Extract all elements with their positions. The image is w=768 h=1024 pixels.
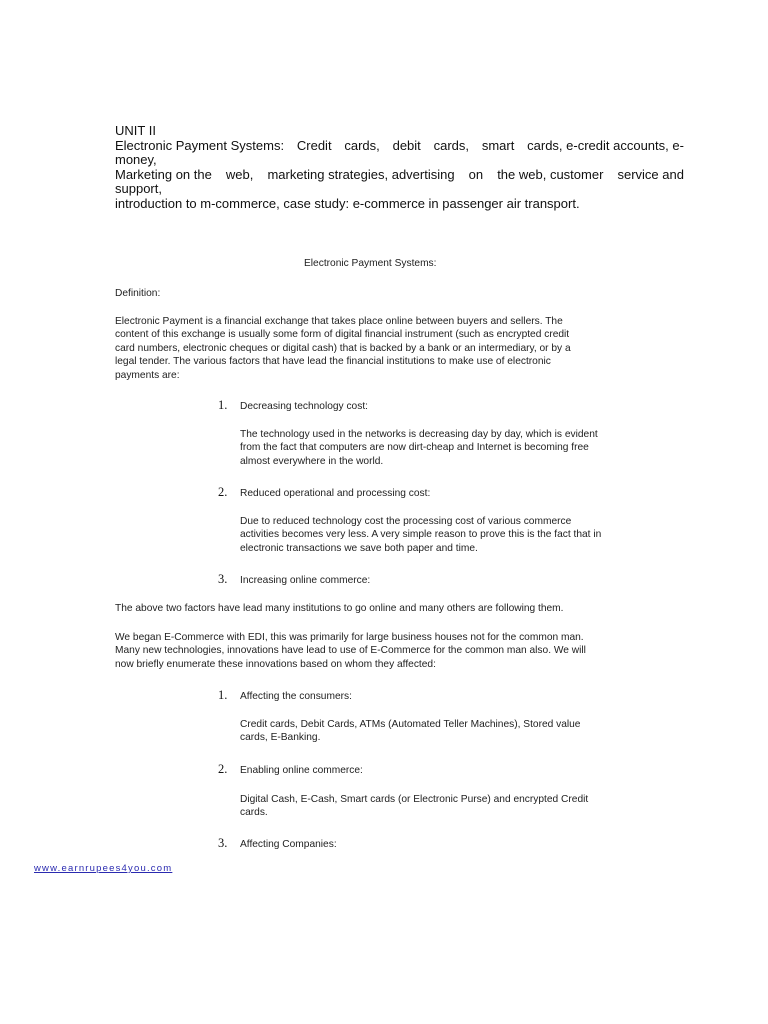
body-line: activities becomes very less. A very simple reason to prove this is the fact that in bbox=[240, 529, 602, 541]
factor-number: 2. bbox=[218, 485, 228, 499]
factor-number: 3. bbox=[218, 572, 228, 586]
definition-paragraph bbox=[115, 315, 655, 382]
unit-topics-line-1 bbox=[115, 139, 684, 154]
innovation-body bbox=[240, 718, 660, 745]
unit-title: UNIT II bbox=[115, 123, 156, 138]
body-line: cards. bbox=[240, 807, 268, 819]
two-factors-paragraph: The above two factors have lead many institutions to go online and many others are following them. bbox=[115, 603, 564, 614]
paragraph-line: legal tender. The various factors that have lead the financial institutions to make use of electronic bbox=[115, 356, 551, 368]
body-line: electronic transactions we save both paper and time. bbox=[240, 542, 478, 554]
paragraph-line: now briefly enumerate these innovations based on whom they affected: bbox=[115, 658, 436, 670]
paragraph-line: Electronic Payment is a financial exchange that takes place online between buyers and sellers. The bbox=[115, 316, 563, 327]
innovation-title: Affecting Companies: bbox=[240, 839, 337, 850]
paragraph-line: card numbers, electronic cheques or digital cash) that is backed by a bank or an intermediary, or by a bbox=[115, 342, 571, 354]
topic-word: cards, e-credit accounts, e- bbox=[527, 137, 684, 153]
topic-word: the web, customer bbox=[497, 166, 604, 182]
factor-title: Decreasing technology cost: bbox=[240, 401, 368, 412]
definition-label: Definition: bbox=[115, 288, 161, 299]
unit-topics-line-5: introduction to m-commerce, case study: e-commerce in passenger air transport. bbox=[115, 195, 580, 211]
topic-word: cards, bbox=[433, 137, 470, 153]
factor-title: Increasing online commerce: bbox=[240, 575, 371, 586]
unit-header bbox=[115, 124, 690, 211]
topic-word: cards, bbox=[344, 137, 380, 153]
footer-website-link[interactable]: www.earnrupees4you.com bbox=[34, 863, 173, 874]
innovation-number: 2. bbox=[218, 762, 228, 776]
topic-word: on bbox=[468, 166, 484, 182]
topic-word: Credit bbox=[296, 137, 332, 153]
innovation-number: 3. bbox=[218, 836, 228, 850]
topic-word: Marketing on the bbox=[115, 166, 212, 182]
innovation-number: 1. bbox=[218, 688, 228, 702]
factor-number: 1. bbox=[218, 398, 228, 412]
section-title: Electronic Payment Systems: bbox=[304, 258, 437, 269]
topic-word: service and bbox=[617, 166, 684, 182]
body-line: cards, E-Banking. bbox=[240, 732, 321, 744]
factor-body bbox=[240, 428, 660, 468]
unit-topics-line-4: support, bbox=[115, 181, 162, 196]
paragraph-line: We began E-Commerce with EDI, this was primarily for large business houses not for the common man. bbox=[115, 632, 584, 643]
topic-word: debit bbox=[392, 137, 421, 153]
topic-word: marketing strategies, advertising bbox=[267, 166, 455, 182]
innovation-body bbox=[240, 793, 660, 820]
edi-paragraph bbox=[115, 631, 655, 671]
topic-word: web, bbox=[225, 166, 254, 182]
topic-word: Electronic Payment Systems: bbox=[115, 137, 285, 153]
body-line: Due to reduced technology cost the processing cost of various commerce bbox=[240, 516, 572, 527]
unit-topics-line-3 bbox=[115, 168, 684, 183]
body-line: almost everywhere in the world. bbox=[240, 455, 384, 467]
body-line: Digital Cash, E-Cash, Smart cards (or Electronic Purse) and encrypted Credit bbox=[240, 794, 589, 805]
factor-body bbox=[240, 515, 660, 555]
body-line: Credit cards, Debit Cards, ATMs (Automated Teller Machines), Stored value bbox=[240, 719, 581, 730]
paragraph-line: Many new technologies, innovations have lead to use of E-Commerce for the common man also. We will bbox=[115, 645, 586, 657]
innovation-title: Affecting the consumers: bbox=[240, 691, 352, 702]
topic-word: smart bbox=[481, 137, 515, 153]
paragraph-line: payments are: bbox=[115, 369, 180, 381]
body-line: from the fact that computers are now dirt-cheap and Internet is becoming free bbox=[240, 442, 589, 454]
paragraph-line: content of this exchange is usually some form of digital financial instrument (such as encrypted credit bbox=[115, 329, 570, 341]
factor-title: Reduced operational and processing cost: bbox=[240, 488, 431, 499]
body-line: The technology used in the networks is decreasing day by day, which is evident bbox=[240, 429, 598, 440]
unit-topics-line-2: money, bbox=[115, 152, 157, 167]
innovation-title: Enabling online commerce: bbox=[240, 765, 363, 776]
